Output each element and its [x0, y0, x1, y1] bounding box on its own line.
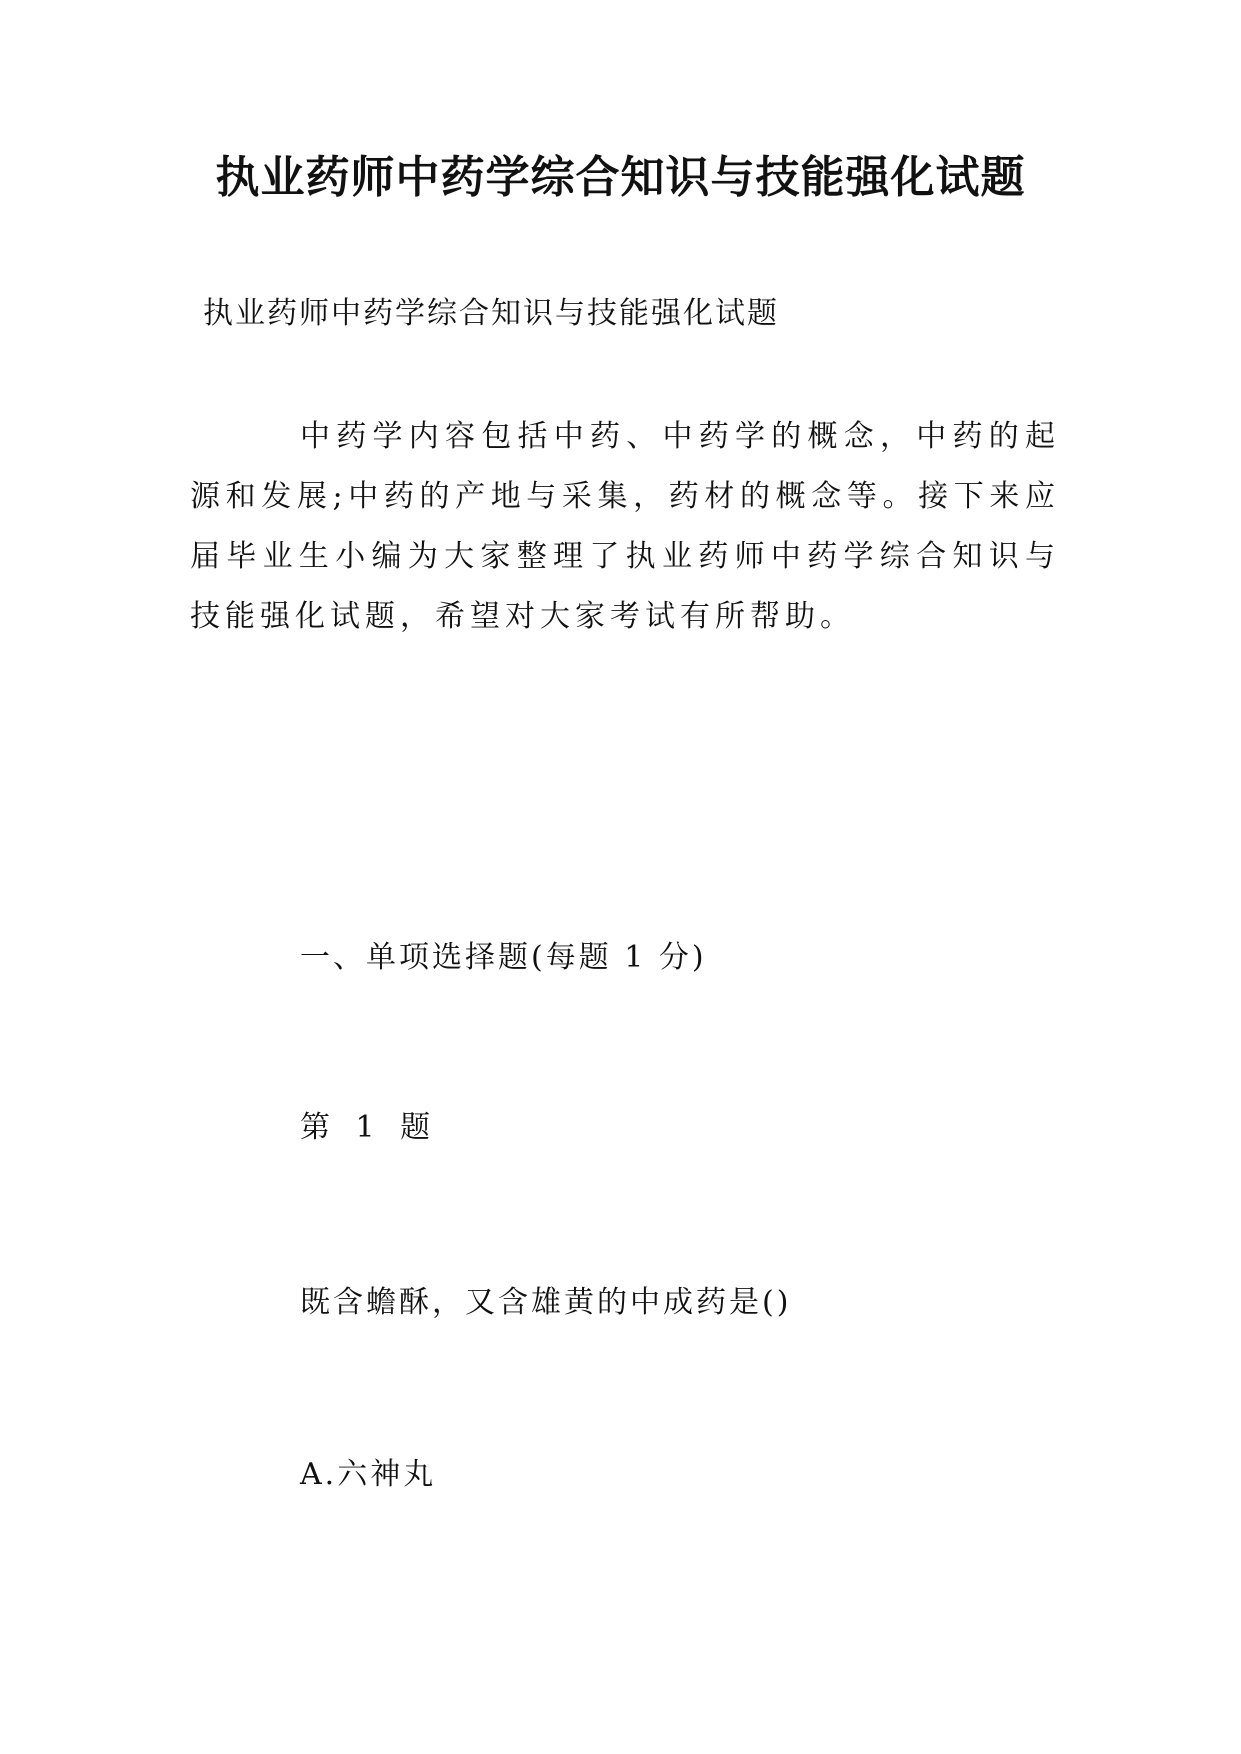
question-text: 既含蟾酥，又含雄黄的中成药是()	[300, 1285, 792, 1320]
document-subtitle: 执业药师中药学综合知识与技能强化试题	[203, 296, 779, 331]
document-title: 执业药师中药学综合知识与技能强化试题	[215, 152, 1026, 203]
option-a: A.六神丸	[300, 1457, 437, 1492]
section-heading: 一、单项选择题(每题 1 分)	[300, 940, 707, 975]
intro-paragraph: 中药学内容包括中药、中药学的概念，中药的起源和发展;中药的产地与采集，药材的概念等。接下来应届毕业生小编为大家整理了执业药师中药学综合知识与技能强化试题，希望对大家考试有所帮助。	[190, 419, 1060, 634]
question-number: 第 1 题	[300, 1110, 439, 1145]
